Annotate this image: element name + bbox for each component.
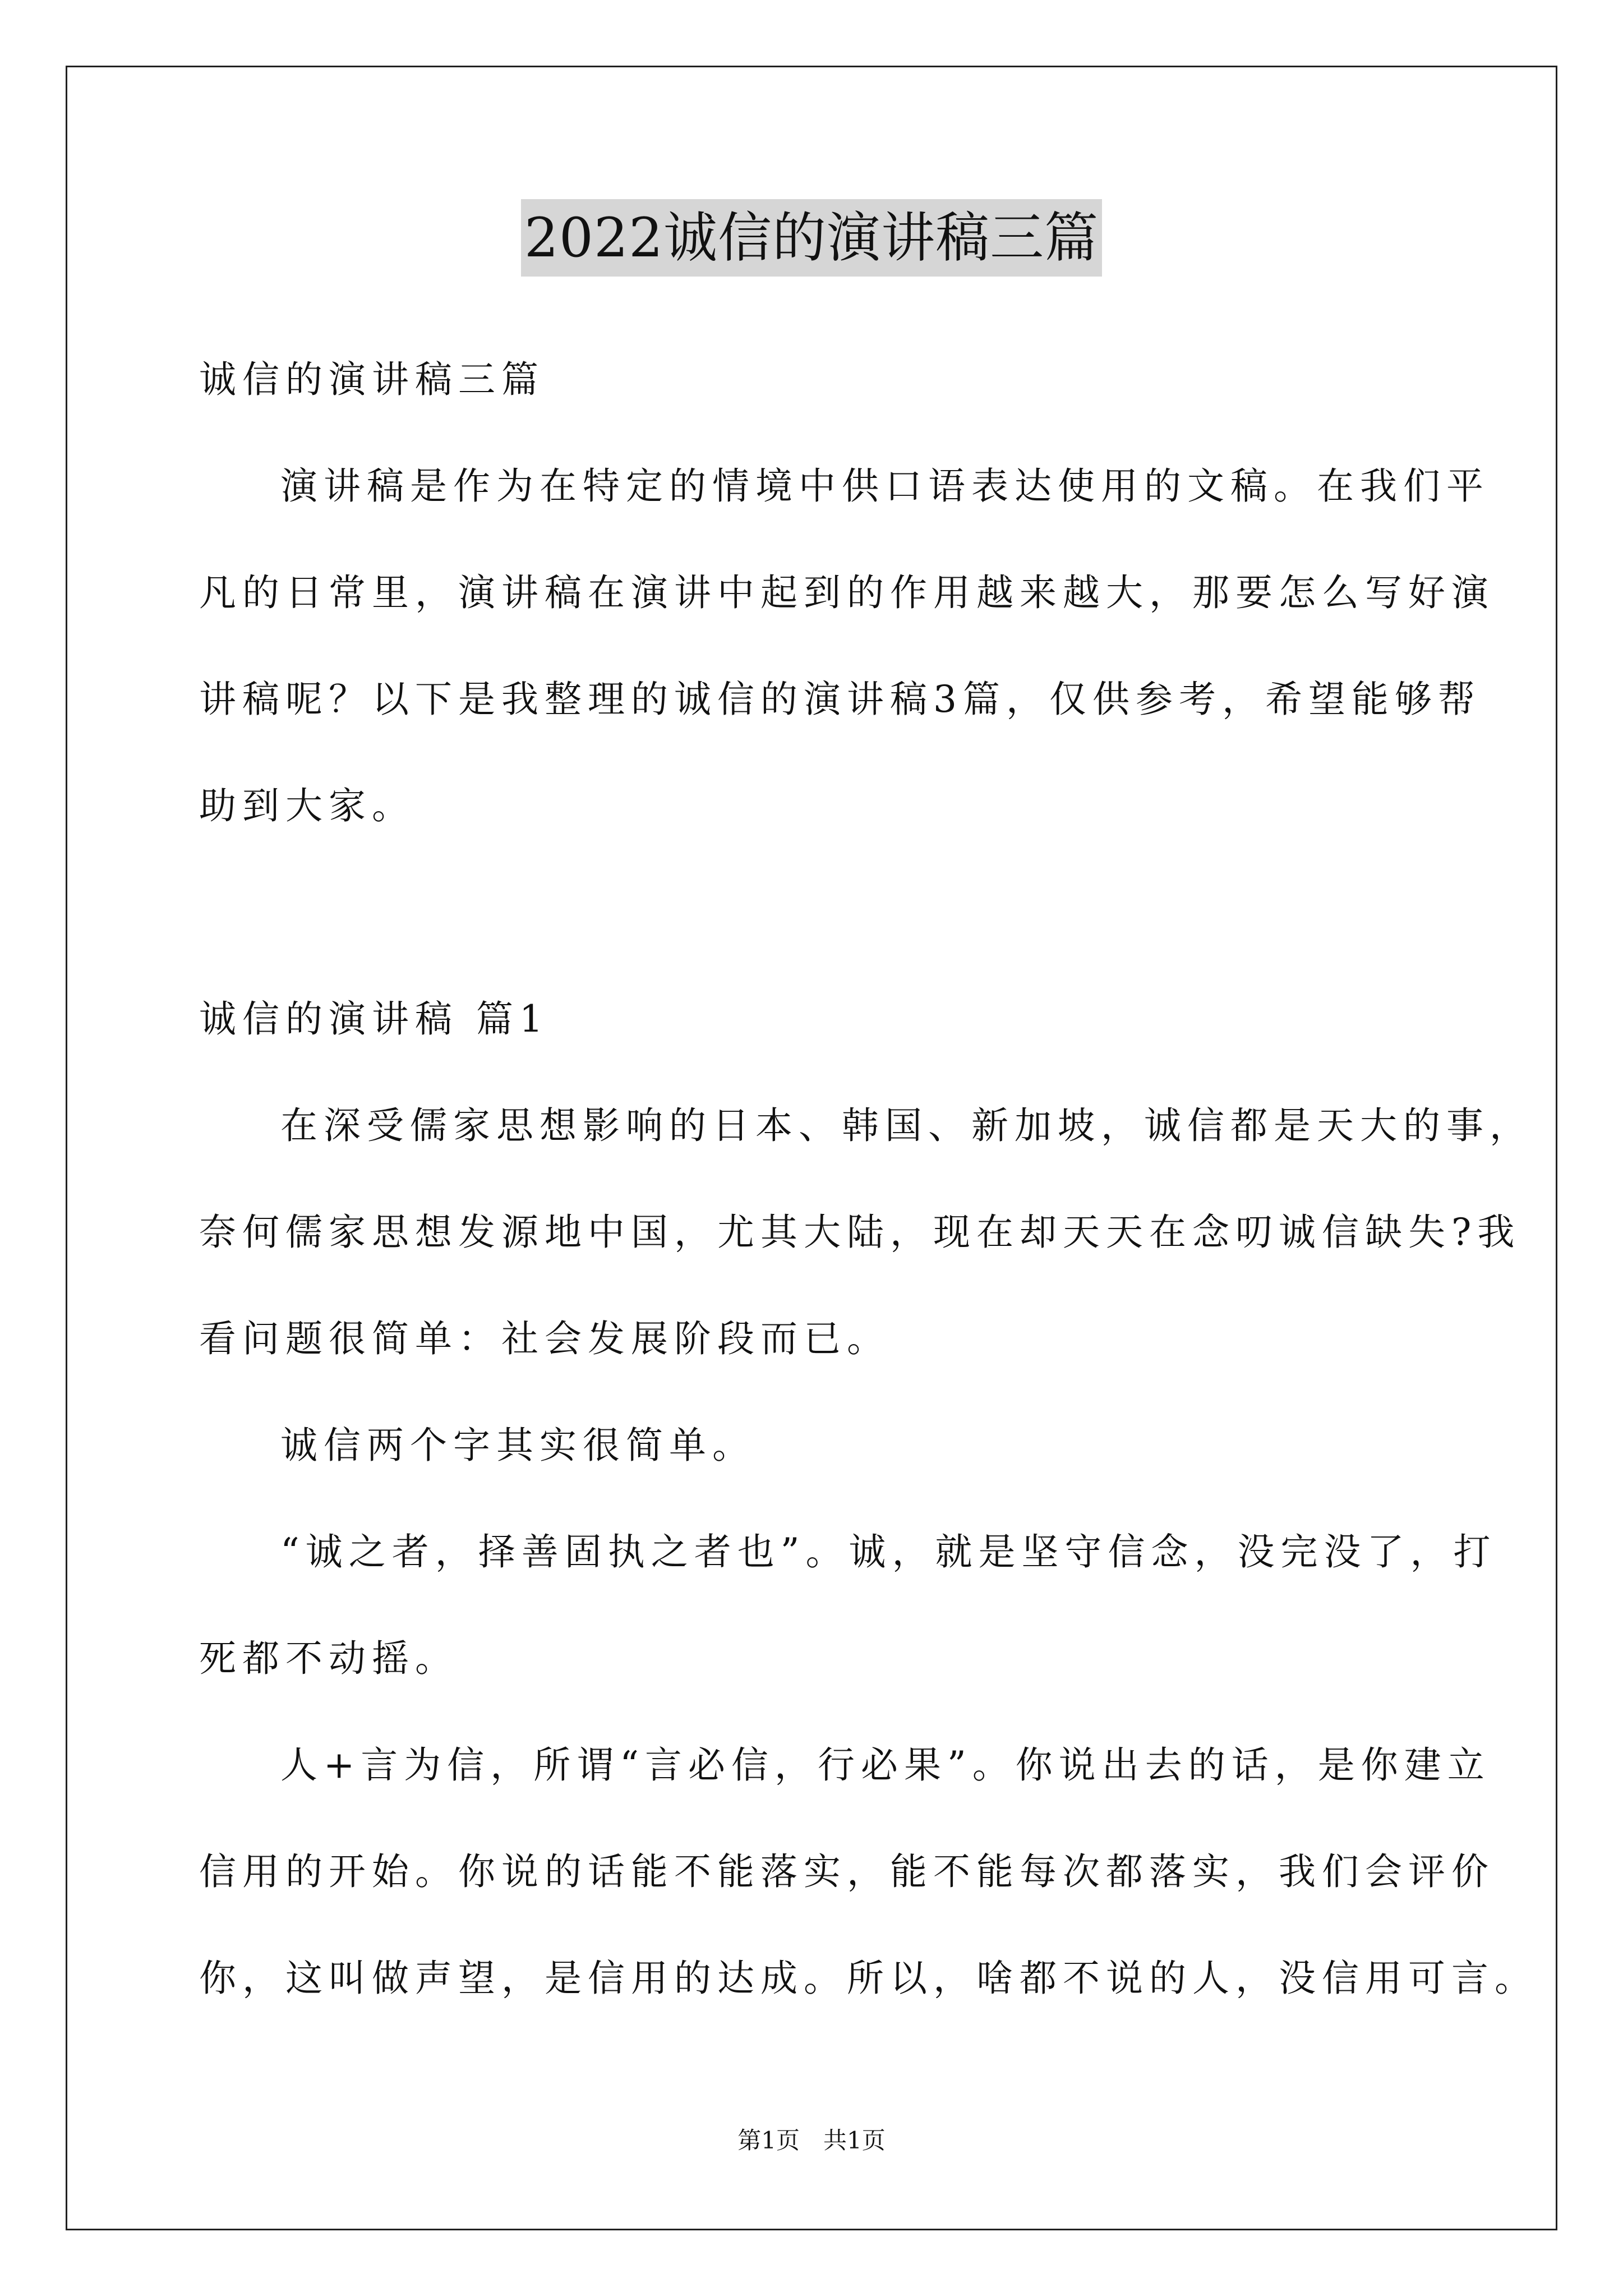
section-paragraph-line: 诚信两个字其实很简单。 bbox=[280, 1424, 755, 1467]
section-paragraph-line: 在深受儒家思想影响的日本、韩国、新加坡，诚信都是天大的事， bbox=[280, 1104, 1533, 1147]
intro-paragraph-line: 凡的日常里，演讲稿在演讲中起到的作用越来越大，那要怎么写好演 bbox=[199, 571, 1495, 614]
intro-paragraph-line: 助到大家。 bbox=[199, 784, 415, 827]
section-heading: 诚信的演讲稿 篇1 bbox=[199, 997, 549, 1041]
section-paragraph-line: “诚之者，择善固执之者也”。诚，就是坚守信念，没完没了，打 bbox=[280, 1530, 1497, 1573]
intro-paragraph-line: 演讲稿是作为在特定的情境中供口语表达使用的文稿。在我们平 bbox=[280, 464, 1490, 508]
document-subtitle: 诚信的演讲稿三篇 bbox=[199, 358, 545, 401]
page-number-footer: 第1页 共1页 bbox=[737, 2127, 886, 2154]
section-paragraph-line: 信用的开始。你说的话能不能落实，能不能每次都落实，我们会评价 bbox=[199, 1850, 1495, 1893]
section-paragraph-line: 你，这叫做声望，是信用的达成。所以，啥都不说的人，没信用可言。 bbox=[199, 1957, 1538, 2000]
document-title: 2022诚信的演讲稿三篇 bbox=[521, 199, 1102, 277]
title-container bbox=[0, 199, 1623, 277]
section-paragraph-line: 死都不动摇。 bbox=[199, 1637, 458, 1680]
section-paragraph-line: 奈何儒家思想发源地中国，尤其大陆，现在却天天在念叨诚信缺失?我 bbox=[199, 1211, 1521, 1254]
intro-paragraph-line: 讲稿呢？以下是我整理的诚信的演讲稿3篇，仅供参考，希望能够帮 bbox=[199, 678, 1481, 721]
section-paragraph-line: 人+言为信，所谓“言必信，行必果”。你说出去的话，是你建立 bbox=[280, 1743, 1491, 1787]
section-paragraph-line: 看问题很简单：社会发展阶段而已。 bbox=[199, 1317, 890, 1360]
